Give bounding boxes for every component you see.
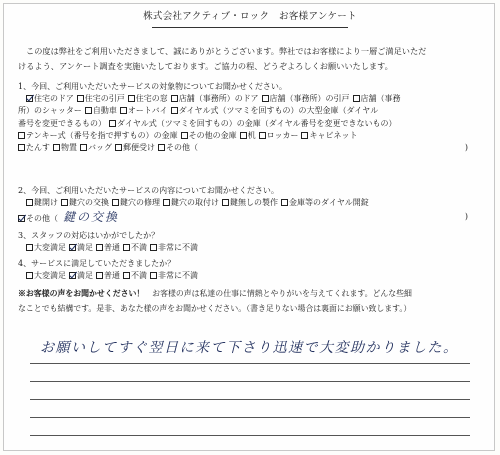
checkbox[interactable] bbox=[123, 244, 130, 251]
q1-option-mailbox[interactable]: 郵便受け bbox=[115, 143, 155, 152]
q1-option-shop-door[interactable]: 店舗（事務所）のドア bbox=[171, 94, 259, 103]
checkbox[interactable] bbox=[53, 144, 60, 151]
checkbox[interactable] bbox=[77, 95, 84, 102]
q4-option-very-satisfied[interactable]: 大変満足 bbox=[26, 271, 66, 280]
q2-row-2 bbox=[18, 209, 488, 225]
q1-option-motorbike[interactable]: オートバイ bbox=[120, 106, 168, 115]
q1-option-other-safe[interactable]: その他の金庫 bbox=[181, 131, 237, 140]
checkbox[interactable] bbox=[18, 132, 25, 139]
writing-line bbox=[30, 363, 470, 364]
q1-option-house-sliding[interactable]: 住宅の引戸 bbox=[77, 94, 125, 103]
intro-line-1: この度は弊社をご利用いただきまして、誠にありがとうございます。弊社ではお客様により一層ご満足いただ bbox=[26, 46, 427, 56]
q3-option-satisfied[interactable]: 満足 bbox=[69, 243, 93, 252]
checkbox[interactable] bbox=[61, 199, 68, 206]
q2-option-safe-dial[interactable]: 金庫等のダイヤル開錠 bbox=[281, 198, 369, 207]
q1-option-car[interactable]: 自動車 bbox=[85, 106, 117, 115]
checkbox[interactable] bbox=[120, 107, 127, 114]
q4-options bbox=[18, 270, 488, 282]
q2-option-cylinder-replace[interactable]: 鍵穴の交換 bbox=[61, 198, 109, 207]
writing-line bbox=[30, 381, 470, 382]
q2-option-unlock[interactable]: 鍵開け bbox=[26, 198, 58, 207]
q1-option-bag[interactable]: バッグ bbox=[80, 143, 112, 152]
writing-line bbox=[30, 417, 470, 418]
q1-option-locker[interactable]: ロッカー bbox=[259, 131, 299, 140]
question-3 bbox=[18, 230, 488, 254]
checkbox[interactable] bbox=[96, 244, 103, 251]
q2-option-key-making[interactable]: 鍵無しの製作 bbox=[222, 198, 278, 207]
q1-option-shop-sliding[interactable]: 店舗（事務所）の引戸 bbox=[262, 94, 350, 103]
checkbox[interactable] bbox=[80, 144, 87, 151]
survey-title: 株式会社アクティブ・ロック お客様アンケート bbox=[143, 11, 357, 22]
q1-row-5 bbox=[18, 142, 488, 154]
checkbox[interactable] bbox=[281, 199, 288, 206]
q1-option-dial-safe[interactable]: ダイヤル式（ツマミを回すもの）の金庫（ダイヤル番号を変更できないもの） bbox=[109, 119, 397, 128]
question-4 bbox=[18, 258, 488, 282]
checkbox[interactable] bbox=[163, 199, 170, 206]
checkbox[interactable] bbox=[26, 199, 33, 206]
q4-question: 4、サービスに満足していただきましたか？ bbox=[18, 259, 176, 268]
question-1 bbox=[18, 81, 488, 154]
checkbox-checked[interactable] bbox=[18, 215, 25, 222]
checkbox[interactable] bbox=[123, 272, 130, 279]
checkbox[interactable] bbox=[262, 95, 269, 102]
q1-option-shed[interactable]: 物置 bbox=[53, 143, 77, 152]
q4-option-satisfied[interactable]: 満足 bbox=[69, 271, 93, 280]
checkbox[interactable] bbox=[18, 144, 25, 151]
q3-question: 3、スタッフの対応はいかがでしたか？ bbox=[18, 231, 160, 240]
q1-row-3 bbox=[18, 118, 488, 130]
checkbox[interactable] bbox=[26, 272, 33, 279]
q1-option-cabinet[interactable]: キャビネット bbox=[301, 131, 357, 140]
voice-note-heading: ※お客様の声をお聞かせください！ bbox=[18, 289, 145, 298]
checkbox-checked[interactable] bbox=[69, 272, 76, 279]
q1-question: 1、今回、ご利用いただいたサービスの対象物についてお聞かせください。 bbox=[18, 82, 287, 91]
q2-question: 2、今回、ご利用いただいたサービスの内容についてお聞かせください。 bbox=[18, 186, 279, 195]
checkbox[interactable] bbox=[181, 132, 188, 139]
q2-option-other[interactable]: その他（ bbox=[18, 214, 58, 223]
voice-note-line-1 bbox=[18, 287, 488, 302]
q2-option-cylinder-repair[interactable]: 鍵穴の修理 bbox=[112, 198, 160, 207]
checkbox[interactable] bbox=[150, 272, 157, 279]
q1-option-other[interactable]: その他（ bbox=[158, 143, 198, 152]
voice-note-line-1-rest: お客様の声は私達の仕事に情熱とやりがいを与えてくれます。どんな些細 bbox=[152, 289, 412, 298]
voice-note bbox=[18, 287, 488, 316]
intro-line-2: けるよう、アンケート調査を実施いたしております。ご協力の程、どうぞよろしくお願いいたします。 bbox=[18, 61, 393, 71]
q1-row-2-prefix: 所）のシャッター bbox=[18, 106, 82, 116]
checkbox[interactable] bbox=[128, 95, 135, 102]
checkbox[interactable] bbox=[26, 244, 33, 251]
q4-option-very-unsatisfied[interactable]: 非常に不満 bbox=[150, 271, 198, 280]
question-2 bbox=[18, 185, 488, 225]
q2-option-cylinder-install[interactable]: 鍵穴の取付け bbox=[163, 198, 219, 207]
q2-row-1 bbox=[18, 197, 488, 209]
intro-text bbox=[18, 44, 483, 74]
customer-voice-handwritten: お願いしてすぐ翌日に来て下さり迅速で大変助かりました。 bbox=[40, 340, 459, 356]
checkbox[interactable] bbox=[85, 107, 92, 114]
writing-line bbox=[30, 435, 470, 436]
checkbox[interactable] bbox=[353, 95, 360, 102]
checkbox[interactable] bbox=[222, 199, 229, 206]
q1-option-chest[interactable]: たんす bbox=[18, 143, 50, 152]
q4-option-unsatisfied[interactable]: 不満 bbox=[123, 271, 147, 280]
checkbox[interactable] bbox=[171, 107, 178, 114]
q1-option-shop-shutter[interactable]: 店舗（事務 bbox=[353, 94, 401, 103]
voice-note-line-2: なことでも結構です。是非、あなた様の声をお聞かせください。（書き足りない場合は裏面にお願い致します。） bbox=[18, 303, 412, 313]
checkbox[interactable] bbox=[115, 144, 122, 151]
checkbox[interactable] bbox=[259, 132, 266, 139]
q3-option-very-satisfied[interactable]: 大変満足 bbox=[26, 243, 66, 252]
q1-row-4 bbox=[18, 130, 488, 142]
checkbox[interactable] bbox=[96, 272, 103, 279]
q1-option-desk[interactable]: 机 bbox=[240, 131, 256, 140]
q1-row-1 bbox=[18, 93, 488, 105]
checkbox[interactable] bbox=[109, 120, 116, 127]
q1-row-2 bbox=[18, 105, 488, 117]
q4-option-normal[interactable]: 普通 bbox=[96, 271, 120, 280]
q3-option-unsatisfied[interactable]: 不満 bbox=[123, 243, 147, 252]
q2-other-close: ) bbox=[464, 212, 468, 222]
checkbox[interactable] bbox=[158, 144, 165, 151]
q1-option-house-window[interactable]: 住宅の窓 bbox=[128, 94, 168, 103]
writing-line bbox=[30, 399, 470, 400]
q1-option-large-safe[interactable]: ダイヤル式（ツマミを回すもの）の大型金庫（ダイヤル bbox=[171, 106, 379, 115]
q3-option-normal[interactable]: 普通 bbox=[96, 243, 120, 252]
title-underline bbox=[152, 27, 348, 28]
q1-other-close: ) bbox=[464, 143, 468, 153]
checkbox-checked[interactable] bbox=[69, 244, 76, 251]
checkbox[interactable] bbox=[112, 199, 119, 206]
checkbox-checked[interactable] bbox=[26, 95, 33, 102]
q1-row-3-prefix: 番号を変更できるもの） bbox=[18, 118, 106, 128]
q3-option-very-unsatisfied[interactable]: 非常に不満 bbox=[150, 243, 198, 252]
checkbox[interactable] bbox=[240, 132, 247, 139]
q1-option-house-door[interactable]: 住宅のドア bbox=[26, 94, 74, 103]
checkbox[interactable] bbox=[150, 244, 157, 251]
checkbox[interactable] bbox=[171, 95, 178, 102]
checkbox[interactable] bbox=[301, 132, 308, 139]
q2-other-handwritten: 鍵の交換 bbox=[63, 210, 120, 225]
q3-options bbox=[18, 242, 488, 254]
q1-option-tenkey-safe[interactable]: テンキー式（番号を指で押すもの）の金庫 bbox=[18, 131, 178, 140]
